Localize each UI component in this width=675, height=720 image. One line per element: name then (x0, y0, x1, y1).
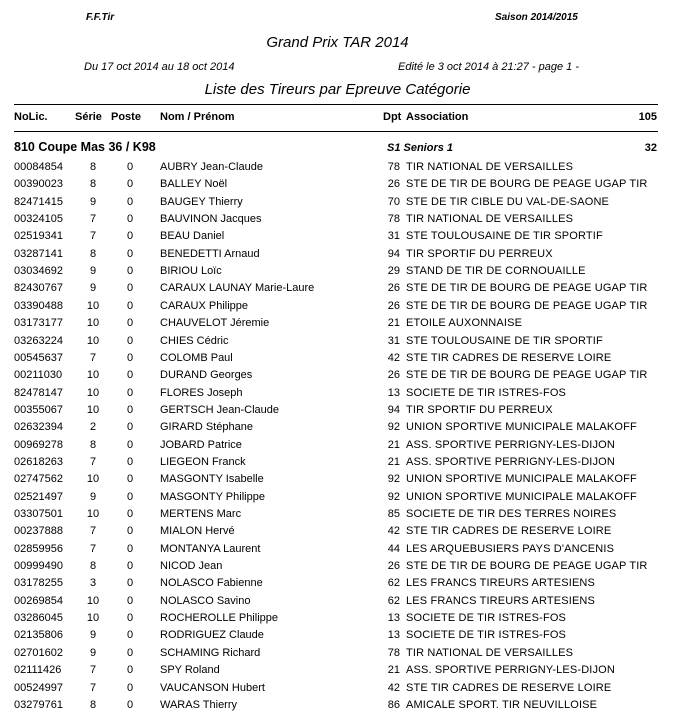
association-name: STE TIR CADRES DE RESERVE LOIRE (406, 351, 612, 364)
licence-number: 00237888 (14, 525, 63, 538)
serie-value: 8 (89, 438, 97, 451)
licence-number: 03173177 (14, 317, 63, 330)
poste-value: 0 (126, 230, 134, 243)
poste-value: 0 (126, 421, 134, 434)
licence-number: 00269854 (14, 594, 63, 607)
shooter-name: MIALON Hervé (160, 525, 235, 538)
department-number: 21 (387, 438, 400, 451)
association-name: STE TIR CADRES DE RESERVE LOIRE (406, 525, 612, 538)
shooter-name: NOLASCO Savino (160, 594, 251, 607)
report-subtitle: Liste des Tireurs par Epreuve Catégorie (204, 81, 471, 98)
poste-value: 0 (126, 646, 134, 659)
table-row (0, 525, 675, 542)
association-name: SOCIETE DE TIR ISTRES-FOS (406, 612, 567, 625)
association-name: STE TOULOUSAINE DE TIR SPORTIF (406, 334, 603, 347)
poste-value: 0 (126, 698, 134, 711)
col-header-poste: Poste (111, 111, 141, 123)
shooter-name: BAUVINON Jacques (160, 213, 262, 226)
serie-value: 9 (89, 195, 97, 208)
shooter-name: MASGONTY Philippe (160, 490, 265, 503)
serie-value: 10 (86, 317, 100, 330)
association-name: LES FRANCS TIREURS ARTESIENS (406, 594, 596, 607)
serie-value: 10 (86, 612, 100, 625)
table-row (0, 265, 675, 282)
licence-number: 00545637 (14, 351, 63, 364)
event-title: 810 Coupe Mas 36 / K98 (14, 140, 156, 154)
association-name: STAND DE TIR DE CORNOUAILLE (406, 265, 586, 278)
licence-number: 00524997 (14, 681, 63, 694)
shooter-name: BEAU Daniel (160, 230, 225, 243)
licence-number: 82430767 (14, 282, 63, 295)
department-number: 42 (387, 351, 400, 364)
department-number: 21 (387, 317, 400, 330)
department-number: 13 (387, 612, 400, 625)
licence-number: 00999490 (14, 560, 63, 573)
association-name: SOCIETE DE TIR DES TERRES NOIRES (406, 508, 617, 520)
table-row (0, 178, 675, 195)
category-label: S1 Seniors 1 (387, 142, 454, 154)
poste-value: 0 (126, 508, 134, 520)
licence-number: 02859956 (14, 542, 63, 555)
licence-number: 82471415 (14, 195, 63, 208)
serie-value: 7 (89, 664, 97, 677)
table-row (0, 699, 675, 716)
association-name: SOCIETE DE TIR ISTRES-FOS (406, 629, 567, 642)
association-name: TIR SPORTIF DU PERREUX (406, 247, 553, 260)
shooter-name: WARAS Thierry (160, 698, 238, 711)
poste-value: 0 (126, 490, 134, 503)
poste-value: 0 (126, 664, 134, 677)
table-row (0, 456, 675, 473)
department-number: 62 (387, 594, 400, 607)
shooter-name: BAUGEY Thierry (160, 195, 243, 208)
department-number: 94 (387, 247, 400, 260)
department-number: 85 (387, 508, 400, 520)
serie-value: 10 (86, 594, 100, 607)
department-number: 44 (387, 542, 400, 555)
association-name: TIR NATIONAL DE VERSAILLES (406, 646, 574, 659)
serie-value: 10 (86, 403, 100, 416)
licence-number: 03286045 (14, 612, 63, 625)
department-number: 78 (387, 646, 400, 659)
association-name: TIR NATIONAL DE VERSAILLES (406, 161, 574, 173)
serie-value: 10 (86, 386, 100, 399)
association-name: STE DE TIR DE BOURG DE PEAGE UGAP TIR (406, 369, 648, 382)
licence-number: 03307501 (14, 508, 63, 520)
poste-value: 0 (126, 299, 134, 312)
col-header-nolic: NoLic. (14, 111, 48, 123)
association-name: UNION SPORTIVE MUNICIPALE MALAKOFF (406, 490, 637, 503)
department-number: 94 (387, 403, 400, 416)
poste-value: 0 (126, 577, 134, 590)
association-name: STE DE TIR DE BOURG DE PEAGE UGAP TIR (406, 299, 648, 312)
poste-value: 0 (126, 629, 134, 642)
shooter-name: GERTSCH Jean-Claude (160, 403, 280, 416)
shooter-name: CHAUVELOT Jéremie (160, 317, 270, 330)
association-name: LES ARQUEBUSIERS PAYS D'ANCENIS (406, 542, 615, 555)
serie-value: 9 (89, 265, 97, 278)
licence-number: 00211030 (14, 369, 63, 382)
department-number: 29 (387, 265, 400, 278)
shooter-name: SCHAMING Richard (160, 646, 261, 659)
licence-number: 03034692 (14, 265, 63, 278)
table-row (0, 282, 675, 299)
department-number: 13 (387, 386, 400, 399)
shooter-name: CARAUX LAUNAY Marie-Laure (160, 282, 315, 295)
serie-value: 7 (89, 351, 97, 364)
table-row (0, 595, 675, 612)
department-number: 26 (387, 178, 400, 191)
edited-info: Edité le 3 oct 2014 à 21:27 - page 1 - (398, 61, 580, 73)
date-range: Du 17 oct 2014 au 18 oct 2014 (84, 61, 235, 73)
serie-value: 7 (89, 525, 97, 538)
table-row (0, 352, 675, 369)
serie-value: 9 (89, 282, 97, 295)
department-number: 26 (387, 560, 400, 573)
table-row (0, 543, 675, 560)
table-row (0, 508, 675, 525)
poste-value: 0 (126, 681, 134, 694)
shooter-name: NOLASCO Fabienne (160, 577, 263, 590)
poste-value: 0 (126, 282, 134, 295)
licence-number: 03178255 (14, 577, 63, 590)
poste-value: 0 (126, 317, 134, 330)
table-row (0, 161, 675, 178)
serie-value: 9 (89, 490, 97, 503)
shooter-name: CHIES Cédric (160, 334, 229, 347)
licence-number: 02747562 (14, 473, 63, 486)
department-number: 78 (387, 161, 400, 173)
department-number: 92 (387, 473, 400, 486)
shooter-name: BIRIOU Loïc (160, 265, 222, 278)
shooter-name: MERTENS Marc (160, 508, 242, 520)
shooter-name: COLOMB Paul (160, 351, 233, 364)
department-number: 78 (387, 213, 400, 226)
shooter-name: CARAUX Philippe (160, 299, 249, 312)
poste-value: 0 (126, 351, 134, 364)
table-row (0, 439, 675, 456)
department-number: 70 (387, 195, 400, 208)
department-number: 26 (387, 282, 400, 295)
association-name: AMICALE SPORT. TIR NEUVILLOISE (406, 698, 598, 711)
poste-value: 0 (126, 542, 134, 555)
association-name: ASS. SPORTIVE PERRIGNY-LES-DIJON (406, 438, 615, 451)
licence-number: 02632394 (14, 421, 63, 434)
poste-value: 0 (126, 612, 134, 625)
shooter-name: RODRIGUEZ Claude (160, 629, 264, 642)
serie-value: 9 (89, 629, 97, 642)
shooter-name: FLORES Joseph (160, 386, 243, 399)
association-name: ETOILE AUXONNAISE (406, 317, 523, 330)
licence-number: 03279761 (14, 698, 63, 711)
poste-value: 0 (126, 560, 134, 573)
poste-value: 0 (126, 473, 134, 486)
licence-number: 02135806 (14, 629, 63, 642)
table-row (0, 213, 675, 230)
table-row (0, 629, 675, 646)
department-number: 92 (387, 490, 400, 503)
serie-value: 10 (86, 369, 100, 382)
table-row (0, 491, 675, 508)
department-number: 26 (387, 299, 400, 312)
shooter-name: MONTANYA Laurent (160, 542, 261, 555)
department-number: 42 (387, 525, 400, 538)
serie-value: 8 (89, 247, 97, 260)
department-number: 42 (387, 681, 400, 694)
col-header-dpt: Dpt (383, 111, 402, 123)
table-row (0, 612, 675, 629)
table-row (0, 335, 675, 352)
serie-value: 10 (86, 299, 100, 312)
poste-value: 0 (126, 265, 134, 278)
department-number: 13 (387, 629, 400, 642)
association-name: ASS. SPORTIVE PERRIGNY-LES-DIJON (406, 664, 615, 677)
season-label: Saison 2014/2015 (495, 12, 578, 23)
association-name: STE DE TIR CIBLE DU VAL-DE-SAONE (406, 195, 610, 208)
serie-value: 7 (89, 681, 97, 694)
table-row (0, 369, 675, 386)
table-row (0, 647, 675, 664)
total-count: 105 (638, 111, 657, 123)
federation-label: F.F.Tir (86, 12, 115, 23)
shooter-name: NICOD Jean (160, 560, 223, 573)
shooter-name: MASGONTY Isabelle (160, 473, 264, 486)
licence-number: 00355067 (14, 403, 63, 416)
shooter-name: GIRARD Stéphane (160, 421, 253, 434)
shooter-name: VAUCANSON Hubert (160, 681, 265, 694)
table-row (0, 196, 675, 213)
shooter-name: ROCHEROLLE Philippe (160, 612, 278, 625)
table-row (0, 560, 675, 577)
association-name: STE DE TIR DE BOURG DE PEAGE UGAP TIR (406, 282, 648, 295)
department-number: 26 (387, 369, 400, 382)
licence-number: 82478147 (14, 386, 63, 399)
shooter-name: BENEDETTI Arnaud (160, 247, 260, 260)
licence-number: 00969278 (14, 438, 63, 451)
association-name: STE TOULOUSAINE DE TIR SPORTIF (406, 230, 603, 243)
licence-number: 00324105 (14, 213, 63, 226)
serie-value: 8 (89, 560, 97, 573)
table-row (0, 682, 675, 699)
header-rule-bottom (14, 131, 658, 132)
licence-number: 00390023 (14, 178, 63, 191)
category-count: 32 (644, 142, 657, 154)
col-header-association: Association (406, 111, 469, 123)
table-row (0, 387, 675, 404)
table-row (0, 317, 675, 334)
licence-number: 03390488 (14, 299, 63, 312)
shooter-name: AUBRY Jean-Claude (160, 161, 263, 173)
serie-value: 3 (89, 577, 97, 590)
shooter-name: DURAND Georges (160, 369, 253, 382)
shooter-name: SPY Roland (160, 664, 220, 677)
poste-value: 0 (126, 178, 134, 191)
association-name: STE DE TIR DE BOURG DE PEAGE UGAP TIR (406, 178, 648, 191)
department-number: 86 (387, 698, 400, 711)
poste-value: 0 (126, 213, 134, 226)
poste-value: 0 (126, 369, 134, 382)
table-row (0, 248, 675, 265)
report-title: Grand Prix TAR 2014 (266, 34, 409, 51)
serie-value: 8 (89, 161, 97, 173)
header-rule-top (14, 104, 658, 105)
col-header-serie: Série (75, 111, 102, 123)
poste-value: 0 (126, 403, 134, 416)
table-row (0, 404, 675, 421)
table-row (0, 421, 675, 438)
licence-number: 03263224 (14, 334, 63, 347)
association-name: ASS. SPORTIVE PERRIGNY-LES-DIJON (406, 455, 615, 468)
department-number: 62 (387, 577, 400, 590)
association-name: LES FRANCS TIREURS ARTESIENS (406, 577, 596, 590)
serie-value: 10 (86, 473, 100, 486)
poste-value: 0 (126, 386, 134, 399)
serie-value: 7 (89, 455, 97, 468)
serie-value: 10 (86, 334, 100, 347)
licence-number: 02519341 (14, 230, 63, 243)
shooter-name: BALLEY Noël (160, 178, 228, 191)
poste-value: 0 (126, 161, 134, 173)
association-name: TIR SPORTIF DU PERREUX (406, 403, 553, 416)
serie-value: 2 (89, 421, 97, 434)
serie-value: 7 (89, 230, 97, 243)
association-name: UNION SPORTIVE MUNICIPALE MALAKOFF (406, 421, 637, 434)
licence-number: 02701602 (14, 646, 63, 659)
poste-value: 0 (126, 195, 134, 208)
shooter-name: LIEGEON Franck (160, 455, 246, 468)
licence-number: 00084854 (14, 161, 63, 173)
licence-number: 02111426 (14, 664, 62, 677)
serie-value: 8 (89, 698, 97, 711)
serie-value: 9 (89, 646, 97, 659)
table-row (0, 577, 675, 594)
association-name: STE DE TIR DE BOURG DE PEAGE UGAP TIR (406, 560, 648, 573)
poste-value: 0 (126, 594, 134, 607)
licence-number: 03287141 (14, 247, 63, 260)
col-header-name: Nom / Prénom (160, 111, 235, 123)
table-row (0, 664, 675, 681)
table-row (0, 300, 675, 317)
association-name: TIR NATIONAL DE VERSAILLES (406, 213, 574, 226)
serie-value: 7 (89, 213, 97, 226)
licence-number: 02521497 (14, 490, 63, 503)
table-row (0, 473, 675, 490)
association-name: UNION SPORTIVE MUNICIPALE MALAKOFF (406, 473, 637, 486)
department-number: 31 (387, 230, 400, 243)
serie-value: 8 (89, 178, 97, 191)
department-number: 21 (387, 664, 400, 677)
department-number: 92 (387, 421, 400, 434)
poste-value: 0 (126, 334, 134, 347)
department-number: 21 (387, 455, 400, 468)
serie-value: 7 (89, 542, 97, 555)
table-row (0, 230, 675, 247)
association-name: STE TIR CADRES DE RESERVE LOIRE (406, 681, 612, 694)
licence-number: 02618263 (14, 455, 63, 468)
serie-value: 10 (86, 508, 100, 520)
poste-value: 0 (126, 438, 134, 451)
poste-value: 0 (126, 525, 134, 538)
poste-value: 0 (126, 455, 134, 468)
poste-value: 0 (126, 247, 134, 260)
association-name: SOCIETE DE TIR ISTRES-FOS (406, 386, 567, 399)
department-number: 31 (387, 334, 400, 347)
shooter-name: JOBARD Patrice (160, 438, 242, 451)
